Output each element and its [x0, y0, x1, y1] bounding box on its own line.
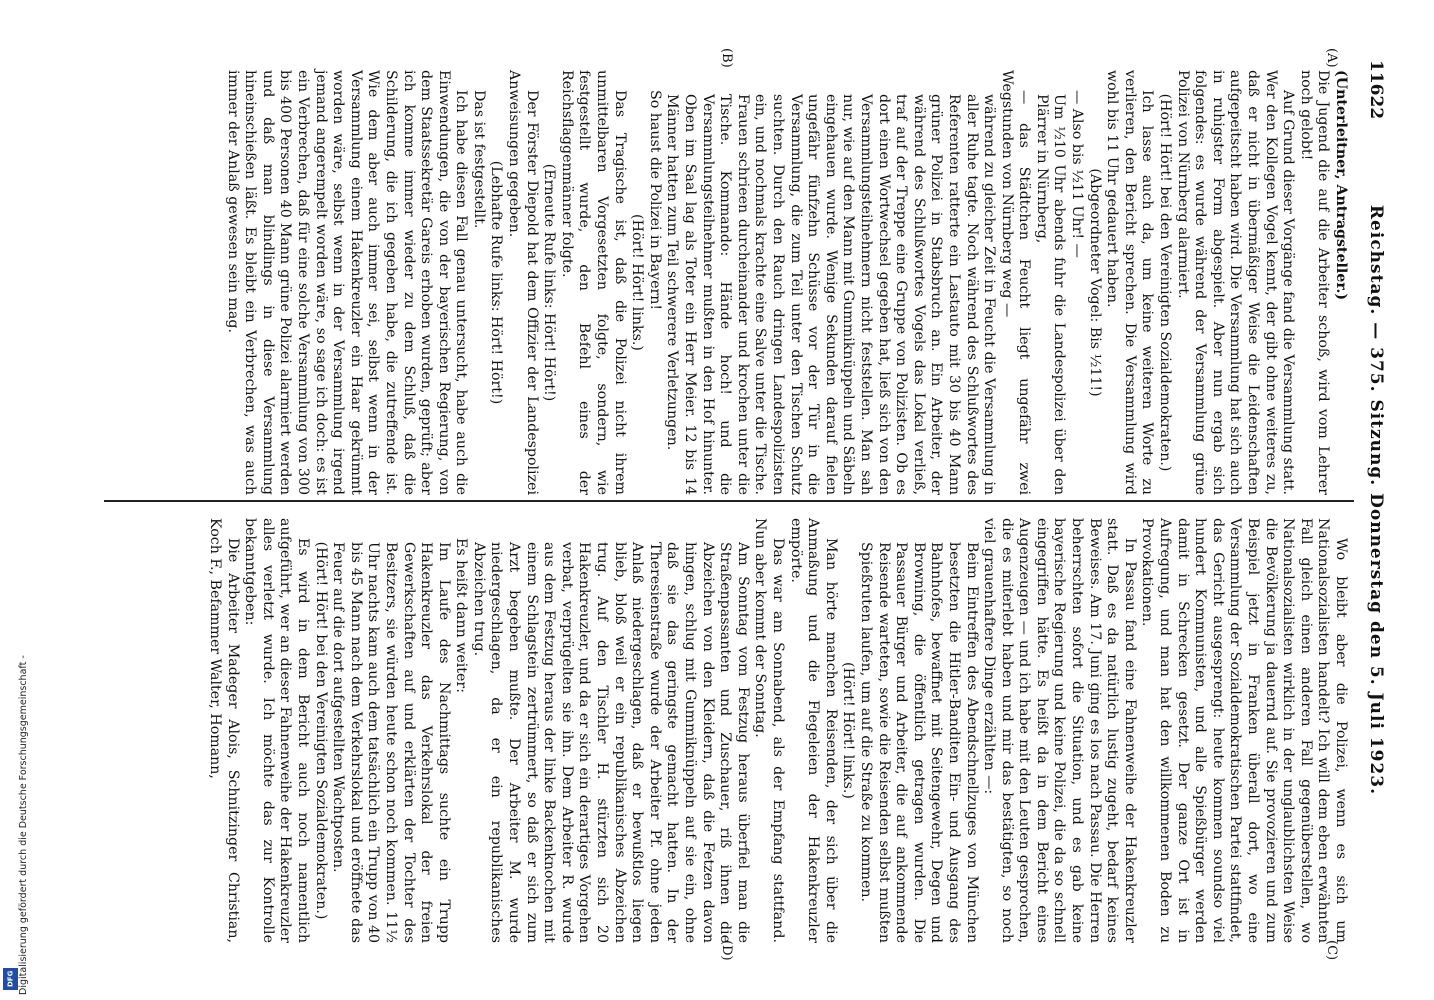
paragraph: Das war am Sonnabend, als der Empfang stattfand. Nun aber kommt der Sonntag. — [752, 518, 786, 943]
speaker-line: (Unterleitner, Antragsteller.) — [1333, 70, 1349, 301]
paragraph: Ich lasse auch da, um keine weiteren Worte zu verlieren, den Bericht sprechen. Die Versammlung wird wohl bis 11 Uhr gedauert haben. — [1104, 70, 1156, 495]
right-column — [205, 518, 1349, 943]
marker-d: (D) — [719, 940, 734, 961]
quote: Um ½10 Uhr abends fuhr die Landespolizei über den Plärrer in Nürnberg, — [1033, 94, 1068, 495]
interjection: (Hört! Hört! bei den Vereinigten Sozialdemokraten.) — [312, 541, 329, 920]
paragraph: Man hörte manchen Reisenden, der sich über die Anmaßung und die Flegeleien der Hakenkreuzler empörte. — [787, 518, 839, 943]
paragraph: — das Städtchen Feucht liegt ungefähr zwei Wegstunden von Nürnberg weg — — [998, 70, 1033, 495]
marker-c: (C) — [1324, 940, 1339, 961]
digitization-credit: Digitalisierung gefördert durch die Deutsche Forschungsgemeinschaft - — [18, 655, 29, 995]
paragraph: Wo bleibt aber die Polizei, wenn es sich um Nationalsozialisten handelt? Ich will dem eben erwähnten Fall gleich einen anderen Fall gegenüberstellen, wo Nationalsozialisten wirklich in der unglaublichsten Weise die Bevölkerung ja dauernd auf. Sie provozieren und zum Beispiel jetzt in Franken überall dort, wo eine Versammlung der Sozialdemokratischen Partei stattfindet, das Gericht ausgesprengt: heute kommen soundso viel hundert Kommunisten, und alle Spießbürger werden damit in Schrecken gesetzt. Der ganze Ort ist in Aufregung, und man hat den willkommenen Boden zu Provokationen. — [1139, 518, 1349, 943]
interjection: (Lebhafte Rufe links: Hört! Hört!) — [488, 160, 505, 405]
interjection: (Hört! Hört! bei den Vereinigten Sozialdemokraten.) — [1157, 93, 1174, 472]
paragraph: Auf Grund dieser Vorgänge fand die Versammlung statt. Wer den Kollegen Vogel kennt, der gibt ohne weiteres zu, daß er nicht in übermäßiger Weise die Leidenschaften aufgepeitscht haben wird. Die Versammlung hat sich auch in ruhigster Form abgespielt. Aber nun ergab sich folgendes: es wurde während der Versammlung grüne Polizei von Nürnberg alarmiert. — [1174, 70, 1297, 495]
paragraph: Die Arbeiter Madeger Alois, Schnitzinger Christian, Koch F., Befammer Walter, Homann, — [207, 518, 241, 943]
page-title: Reichstag. — 375. Sitzung. Donnerstag den 5. Juli 1923. — [1366, 204, 1386, 796]
paragraph: Das ist festgestellt. — [470, 90, 487, 229]
quote: während zu gleicher Zeit in Feucht die Versammlung in aller Ruhe tagte. Noch während des Schlußwortes des Referenten ratterte ein Lastauto mit 30 bis 40 Mann grüner Polizei in Stabsbruch an. Ein Arbeiter, der während des Schlußwortes Vogels das Lokal verließ, traf auf der Treppe eine Gruppe von Polizisten. Ob es dort einen Wortwechsel gegeben hat, ließ sich von den Versammlungsteilnehmern nicht feststellen. Man sah nur, wie auf den Mann mit Gummiknüppeln und Säbeln eingehauen wurde. Wenige Sekunden darauf fielen ungefähr fünfzehn Schüsse vor der Tür in die Versammlung, die zum Teil unter den Tischen Schutz suchten. Durch den Rauch dringen Landespolizisten ein, und nochmals krachte eine Salve unter die Tische. Frauen schrieen durcheinander und krochen unter die Tische. Kommando: Hände hoch! und die Versammlungsteilnehmer mußten in den Hof hinunter. Oben im Saal lag als Toter ein Herr Meier. 12 bis 14 Männer hatten zum Teil schwerere Verletzungen. — [664, 94, 998, 495]
quote: Im Laufe des Nachmittags suchte ein Trupp Hakenkreuzler das Verkehrslokal der freien Gewerkschaften auf und erklärten der Tochter des Besitzers, sie würden heute schon noch kommen. 11½ Uhr nachts kam auch dem tatsächlich ein Trupp von 40 bis 45 Mann nach dem Verkehrslokal und eröffnete das Feuer auf die dort aufgestellten Wachtposten. — [330, 542, 452, 943]
column-divider — [104, 500, 1354, 502]
interjection: (Abgeordneter Vogel: Bis ½11!) — [1086, 168, 1103, 397]
paragraph: Ich habe diesen Fall genau untersucht, habe auch die Einwendungen, die von der bayerischen Regierung, von dem Staatssekretär Gareis erhoben wurden, geprüft; aber ich komme immer wieder zu dem Schluß, daß die Schilderung, die ich gegeben habe, die zutreffende ist. Wie dem aber auch immer sei, selbst wenn in der Versammlung einem Hakenkreuzler ein Haar gekrümmt worden wäre, selbst wenn in der Versammlung irgend jemand angerempelt worden wäre, so sage ich doch: es ist ein Verbrechen, daß für eine solche Versammlung von 300 bis 400 Personen 40 Mann grüne Polizei alarmiert werden und daß man blindlings in diese Versammlung hineinschießen läßt. Es bleibt ein Verbrechen, was auch immer der Anlaß gewesen sein mag. — [224, 70, 470, 495]
paragraph: — Also bis ½11 Uhr! — — [1069, 90, 1086, 258]
interjection: (Erneute Rufe links: Hört! Hört!) — [541, 163, 558, 402]
quote: Am Sonntag vom Festzug heraus überfiel man die Straßenpassanten und Zuschauer, riß ihnen die Abzeichen von den Kleidern, daß die Fetzen davon hingen, schlug mit Gummiknüppeln auf sie ein, ohne daß sie das geringste gemacht hatten. In der Theresienstraße wurde der Arbeiter Pf. ohne jeden Anlaß niedergeschlagen, daß er bewußtlos liegen blieb, bloß weil er ein republikanisches Abzeichen trug. Auf den Tischler H. stürzten sich 20 Hakenkreuzler, und da er sich ein derartiges Vorgehen verbat, verprügelten sie ihn. Dem Arbeiter R. wurde aus dem Festzug heraus der linke Backenknochen mit einem Schlagstein zertrümmert, so daß er sich zum Arzt begeben mußte. Der Arbeiter M. wurde niedergeschlagen, da er ein republikanisches Abzeichen trug. — [470, 542, 751, 943]
paragraph: Der Förster Diepold hat dem Offizier der Landespolizei Anweisungen gegeben. — [506, 70, 540, 495]
page-header — [1358, 60, 1386, 940]
paragraph: In Passau fand eine Fahnenweihe der Hakenkreuzler statt. Daß es da natürlich lustig zugeht, bedarf keines Beweises. Am 17. Juni ging es los nach Passau. Die Herren beherrschten sofort die Situation, und es gab keine bayerische Regierung und keine Polizei, die da so schnell eingegriffen hätte. Es heißt da in dem Bericht eines Augenzeugen — und ich habe mit den Leuten gesprochen, die es miterlebt haben und mir das bestätigten, so noch viel grauenhaftere Dinge erzählten —: — [981, 518, 1138, 943]
interjection: (Hört! Hört! links.) — [629, 214, 646, 351]
page-number: 11622 — [1366, 60, 1386, 120]
paragraph: Es wird in dem Bericht auch noch namentlich aufgeführt, wer an dieser Fahnenweihe der Hakenkreuzler alles verletzt wurde. Ich möchte das zur Kontrolle bekanntgeben: — [242, 518, 311, 943]
marker-b: (B) — [719, 48, 734, 68]
quote: Beim Eintreffen des Abendschnellzuges von München besetzten die Hitler-Banditen Ein- und Ausgang des Bahnhofes, bewaffnet mit Seitengewehr, Degen und Browning, die öffentlich getragen wurden. Die Passauer Bürger und Arbeiter, die auf ankommende Reisende warteten, sowie die Reisenden selbst mußten Spießruten laufen, um auf die Straße zu kommen. — [857, 542, 980, 943]
paragraph: Die Jugend die auf die Arbeiter schoß, wird vom Lehrer noch gelobt! — [1297, 70, 1332, 495]
interjection: (Hört! Hört! links.) — [840, 662, 857, 799]
left-column — [223, 70, 1349, 495]
marker-a: (A) — [1324, 48, 1339, 68]
dfg-logo: DFG — [3, 968, 18, 990]
paragraph: So haust die Polizei in Bayern! — [646, 90, 663, 311]
paragraph: Es heißt dann weiter: — [453, 538, 470, 693]
paragraph: Das Tragische ist, daß die Polizei nicht ihrem unmittelbaren Vorgesetzten folgte, sondern, wie festgestellt wurde, den Befehl eines der Reichsflaggenmänner folgte. — [558, 70, 628, 495]
